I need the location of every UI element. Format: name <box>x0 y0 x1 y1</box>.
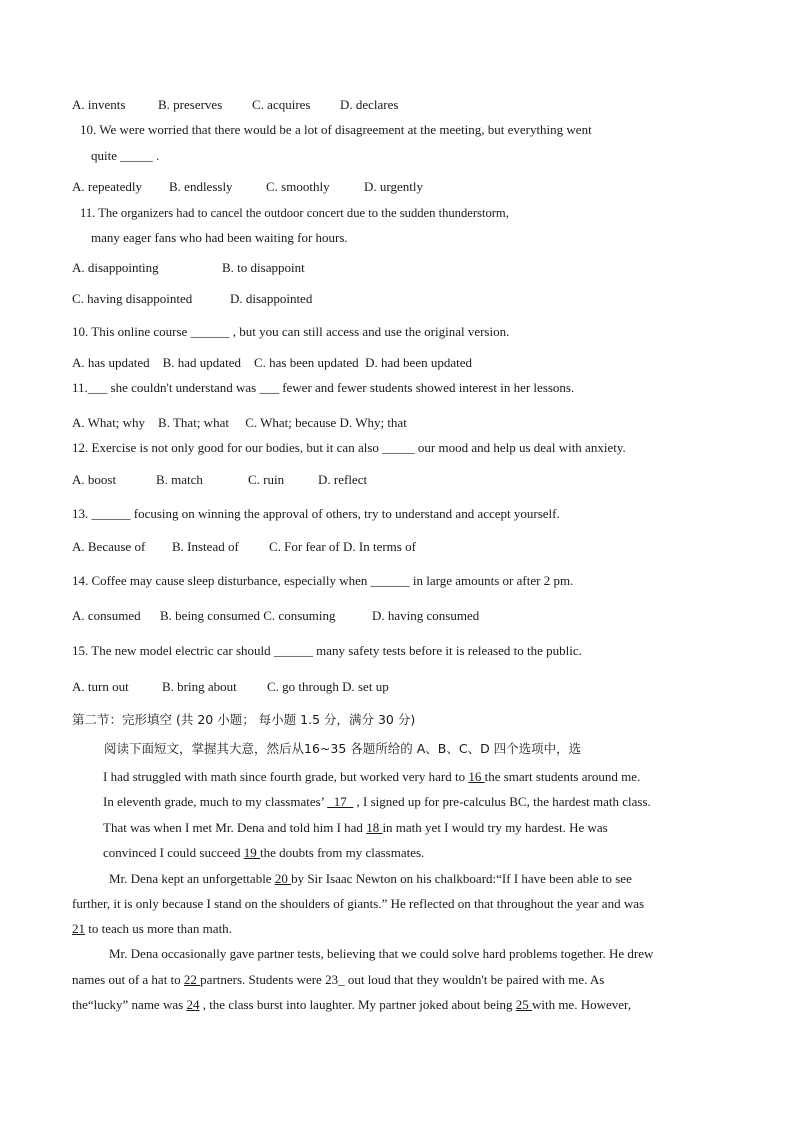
option-a: A. turn out <box>72 679 129 694</box>
question-13: 13. ______ focusing on winning the approval of others, try to understand and accept yourself. <box>72 506 560 521</box>
option-b: B. match <box>156 472 203 487</box>
blank-19: 19 <box>243 845 261 860</box>
option-d: D. having consumed <box>372 608 480 623</box>
q10a-options <box>72 179 423 195</box>
question-15: 15. The new model electric car should ______ many safety tests before it is released to the public. <box>72 643 582 658</box>
option-cd: C. For fear of D. In terms of <box>269 539 416 554</box>
option-d: D. reflect <box>318 472 368 487</box>
q11b-options: A. What; why B. That; what C. What; because D. Why; that <box>72 415 407 430</box>
question-10b: 10. This online course ______ , but you can still access and use the original version. <box>72 324 510 339</box>
blank-22: 22 <box>183 972 201 987</box>
q9-options <box>72 97 398 113</box>
option-b: B. bring about <box>162 679 237 694</box>
option-c: C. smoothly <box>266 179 330 194</box>
passage-line: names out of a hat to 22 partners. Students were 23_ out loud that they wouldn't be paired with me. As <box>72 972 605 987</box>
passage-line: 21 to teach us more than math. <box>72 921 232 936</box>
passage-line: Mr. Dena kept an unforgettable 20 by Sir Isaac Newton on his chalkboard:“If I have been able to see <box>109 871 632 886</box>
option-bc: B. being consumed C. consuming <box>160 608 336 623</box>
question-10a: 10. We were worried that there would be a lot of disagreement at the meeting, but everything went <box>80 122 592 137</box>
option-d: D. declares <box>340 97 399 112</box>
question-12: 12. Exercise is not only good for our bodies, but it can also _____ our mood and help us deal with anxiety. <box>72 440 626 455</box>
q15-options <box>72 679 389 695</box>
passage-line: In eleventh grade, much to my classmates’ _17_ , I signed up for pre-calculus BC, the hardest math class. <box>103 794 651 809</box>
q11a-options-ab <box>72 260 305 276</box>
option-a: A. boost <box>72 472 117 487</box>
question-10a-cont: quite _____ . <box>91 148 160 163</box>
option-a: A. Because of <box>72 539 146 554</box>
option-b: B. preserves <box>158 97 223 112</box>
option-d: D. disappointed <box>230 291 313 306</box>
blank-25: 25 <box>515 997 532 1012</box>
question-14: 14. Coffee may cause sleep disturbance, especially when ______ in large amounts or after 2 pm. <box>72 573 574 588</box>
blank-16: 16 <box>468 769 485 784</box>
section-instruction: 阅读下面短文，掌握其大意，然后从16~35 各题所给的 A、B、C、D 四个选项中，选 <box>104 741 582 756</box>
option-a: A. consumed <box>72 608 141 623</box>
option-a: A. disappointing <box>72 260 159 275</box>
blank-18: 18 <box>366 820 383 835</box>
option-b: B. endlessly <box>169 179 233 194</box>
passage-line: convinced I could succeed 19 the doubts from my classmates. <box>103 845 425 860</box>
option-c: C. having disappointed <box>72 291 193 306</box>
q12-options <box>72 472 367 488</box>
q14-options <box>72 608 479 624</box>
section-heading: 第二节：完形填空 (共 20 小题； 每小题 1.5 分，满分 30 分) <box>72 712 416 727</box>
passage-line: Mr. Dena occasionally gave partner tests, believing that we could solve hard problems together. He drew <box>109 946 654 961</box>
question-11b: 11.___ she couldn't understand was ___ fewer and fewer students showed interest in her lessons. <box>72 380 575 395</box>
passage-line: the“lucky” name was 24 , the class burst into laughter. My partner joked about being 25 with me. However, <box>72 997 632 1012</box>
option-c: C. acquires <box>252 97 311 112</box>
option-cd: C. go through D. set up <box>267 679 389 694</box>
q11a-options-cd <box>72 291 312 307</box>
option-c: C. ruin <box>248 472 285 487</box>
question-11a-cont: many eager fans who had been waiting for hours. <box>91 230 348 245</box>
q13-options <box>72 539 416 555</box>
blank-24: 24 <box>186 997 200 1012</box>
question-11a: 11. The organizers had to cancel the outdoor concert due to the sudden thunderstorm, <box>80 206 509 220</box>
blank-17: _17_ <box>327 794 354 809</box>
blank-21: 21 <box>72 921 85 936</box>
passage-line: further, it is only because I stand on the shoulders of giants.” He reflected on that throughout the year and was <box>72 896 645 911</box>
passage-line: I had struggled with math since fourth grade, but worked very hard to 16 the smart students around me. <box>103 769 641 784</box>
option-a: A. repeatedly <box>72 179 143 194</box>
passage-line: That was when I met Mr. Dena and told him I had 18 in math yet I would try my hardest. He was <box>103 820 608 835</box>
option-b: B. to disappoint <box>222 260 305 275</box>
option-b: B. Instead of <box>172 539 239 554</box>
option-d: D. urgently <box>364 179 423 194</box>
q10b-options: A. has updated B. had updated C. has been updated D. had been updated <box>72 355 473 370</box>
blank-20: 20 <box>274 871 292 886</box>
option-a: A. invents <box>72 97 126 112</box>
